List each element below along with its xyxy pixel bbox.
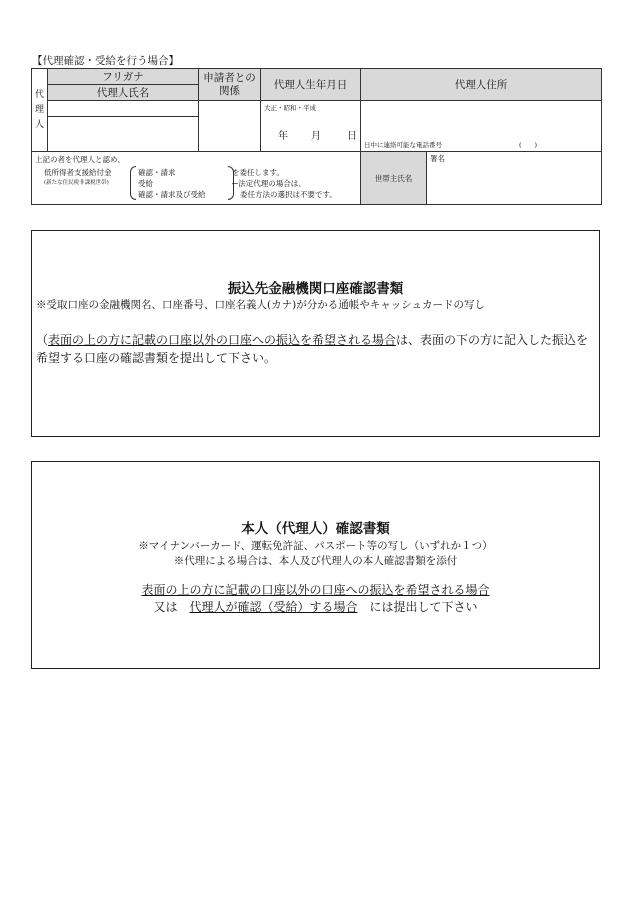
identity-docs-condition2: 又は 代理人が確認（受給）する場合 には提出して下さい	[153, 600, 478, 614]
relation-field[interactable]	[199, 101, 261, 152]
identity-docs-box	[31, 461, 600, 669]
year-label: 年	[278, 131, 288, 142]
identity-docs-note1: ※マイナンバーカード、運転免許証、パスポート等の写し（いずれか１つ）	[138, 540, 493, 552]
bank-account-docs-title: 振込先金融機関口座確認書類	[227, 281, 404, 297]
bank-account-docs-box	[31, 230, 600, 437]
furigana-header: フリガナ	[48, 69, 199, 85]
identity-docs-condition1: 表面の上の方に記載の口座以外の口座への振込を希望される場合	[141, 583, 490, 597]
signature-field[interactable]	[427, 152, 602, 205]
section-heading: 【代理確認・受給を行う場合】	[32, 55, 179, 67]
month-label: 月	[311, 131, 321, 142]
proxy-name-field[interactable]	[48, 117, 199, 152]
legal-proxy-note2: 委任方法の選択は不要です。	[240, 190, 337, 199]
phone-paren: ( )	[519, 141, 538, 149]
bank-account-docs-note: ※受取口座の金融機関名、口座番号、口座名義人(カナ)が分かる通帳やキャッシュカードの写し	[36, 299, 485, 311]
day-label: 日	[347, 131, 357, 142]
daytime-phone-label: 日中に連絡可能な電話番号	[364, 141, 442, 149]
proxy-table	[31, 68, 602, 205]
signature-label: 署名	[430, 154, 445, 163]
furigana-field[interactable]	[48, 101, 199, 117]
name-header: 代理人氏名	[48, 85, 199, 101]
left-brace	[130, 166, 136, 200]
address-header: 代理人住所	[361, 69, 602, 101]
proxy-row-label: 代 理 人	[32, 69, 48, 152]
benefit-subtitle: (新たな住民税非課税世帯)	[44, 180, 109, 186]
birthdate-header: 代理人生年月日	[261, 69, 361, 101]
benefit-name: 低所得者支援給付金	[44, 168, 112, 177]
householder-label: 世帯主氏名	[361, 152, 427, 205]
relation-header: 申請者との 関係	[199, 69, 261, 101]
identity-docs-title: 本人（代理人）確認書類	[241, 521, 390, 537]
bank-account-docs-body: （表面の上の方に記載の口座以外の口座への振込を希望される場合は、表面の下の方に記入した振込を希望する口座の確認書類を提出して下さい。	[36, 333, 589, 365]
option-confirm-request-receive[interactable]: 確認・請求及び受給	[138, 190, 206, 199]
birth-eras: 大正・昭和・平成	[264, 104, 316, 112]
declaration-cell	[32, 152, 361, 205]
identity-docs-note2: ※代理による場合は、本人及び代理人の本人確認書類を添付	[173, 555, 458, 567]
option-receive[interactable]: 受給	[138, 179, 153, 188]
birthdate-field[interactable]	[261, 101, 361, 152]
legal-proxy-note1: ←法定代理の場合は、	[232, 179, 306, 188]
option-confirm-request[interactable]: 確認・請求	[138, 168, 176, 177]
address-field[interactable]	[361, 101, 602, 152]
declaration-line1: 上記の者を代理人と認め、	[35, 155, 125, 164]
entrust-text: を委任します。	[232, 168, 284, 177]
bank-account-docs-underlined: 表面の上の方に記載の口座以外の口座への振込を希望される場合	[48, 333, 397, 347]
